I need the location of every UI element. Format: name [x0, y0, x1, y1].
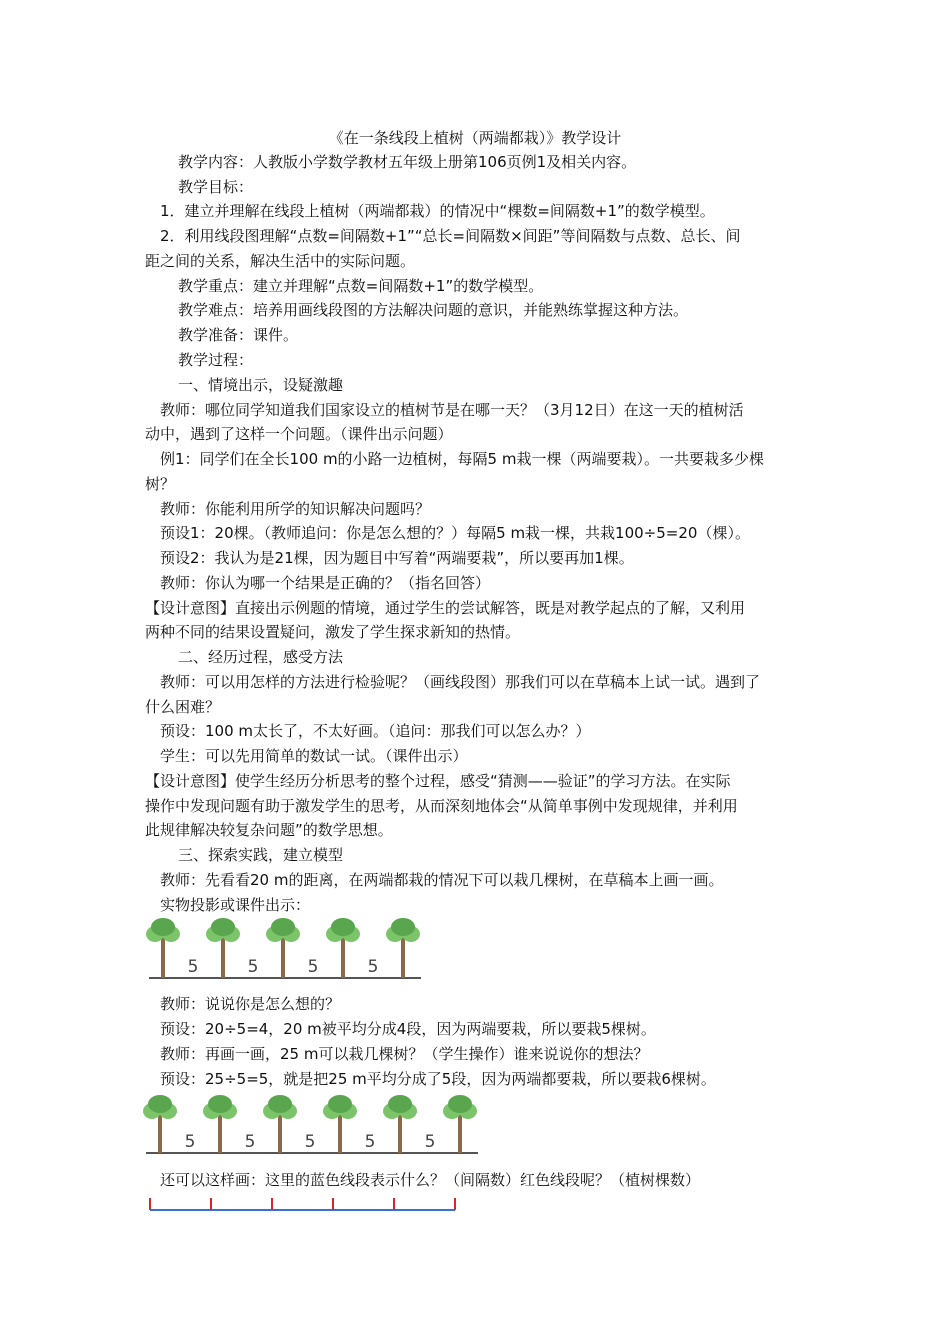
segment-diagram [144, 1196, 460, 1214]
tree-planting-figure-25m [142, 1095, 482, 1159]
tree-trunk [458, 1113, 462, 1153]
gap-label: 5 [184, 1132, 196, 1152]
gap-label: 5 [247, 957, 259, 977]
tree-icon [443, 1095, 477, 1153]
doc-line: 两种不同的结果设置疑问，激发了学生探求新知的热情。 [145, 623, 521, 641]
tree-trunk [281, 936, 285, 978]
tree-icon [386, 918, 420, 978]
tree-icon [146, 918, 180, 978]
tree-foliage [388, 1095, 412, 1113]
doc-line: 教师：再画一画，25 m可以栽几棵树？（学生操作）谁来说说你的想法？ [160, 1045, 649, 1063]
tree-icon [323, 1095, 357, 1153]
doc-line: 学生：可以先用简单的数试一试。（课件出示） [160, 747, 468, 765]
gap-label: 5 [367, 957, 379, 977]
tree-foliage [391, 918, 415, 936]
gap-label: 5 [424, 1132, 436, 1152]
gap-label: 5 [187, 957, 199, 977]
doc-line: 距之间的关系，解决生活中的实际问题。 [145, 252, 416, 270]
tree-planting-figure-20m [145, 918, 425, 984]
doc-line: 【设计意图】使学生经历分析思考的整个过程，感受“猜测——验证”的学习方法。在实际 [145, 772, 731, 790]
tree-icon [263, 1095, 297, 1153]
tree-icon [206, 918, 240, 978]
tree-icon [326, 918, 360, 978]
doc-line: 教学难点：培养用画线段图的方法解决问题的意识，并能熟练掌握这种方法。 [178, 301, 689, 319]
doc-line: 教师：哪位同学知道我们国家设立的植树节是在哪一天？（3月12日）在这一天的植树活 [160, 401, 744, 419]
tree-trunk [218, 1113, 222, 1153]
doc-line: 动中，遇到了这样一个问题。（课件出示问题） [145, 425, 453, 443]
tree-trunk [221, 936, 225, 978]
doc-line: 教学过程： [178, 351, 254, 369]
tree-foliage [328, 1095, 352, 1113]
doc-line: 教师：可以用怎样的方法进行检验呢？（画线段图）那我们可以在草稿本上试一试。遇到了 [160, 673, 761, 691]
tree-foliage [148, 1095, 172, 1113]
tree-icon [143, 1095, 177, 1153]
tree-foliage [271, 918, 295, 936]
tree-trunk [278, 1113, 282, 1153]
doc-line: 1．建立并理解在线段上植树（两端都栽）的情况中“棵数=间隔数+1”的数学模型。 [160, 202, 715, 220]
tree-trunk [158, 1113, 162, 1153]
tree-foliage [331, 918, 355, 936]
tree-icon [383, 1095, 417, 1153]
doc-title: 《在一条线段上植树（两端都栽）》教学设计 [328, 129, 622, 147]
gap-label: 5 [244, 1132, 256, 1152]
doc-line: 预设：25÷5=5，就是把25 m平均分成了5段，因为两端都要栽，所以要栽6棵树。 [160, 1070, 716, 1088]
doc-line: 教师：你认为哪一个结果是正确的？（指名回答） [160, 574, 491, 592]
doc-line: 例1：同学们在全长100 m的小路一边植树，每隔5 m栽一棵（两端要栽）。一共要栽多少棵 [160, 450, 764, 468]
doc-line: 树？ [145, 475, 176, 493]
doc-line: 什么困难？ [145, 698, 221, 716]
tree-trunk [161, 936, 165, 978]
tree-trunk [338, 1113, 342, 1153]
doc-line: 预设：20÷5=4，20 m被平均分成4段，因为两端要栽，所以要栽5棵树。 [160, 1020, 656, 1038]
doc-line: 预设2：我认为是21棵，因为题目中写着“两端要栽”，所以要再加1棵。 [160, 549, 634, 567]
doc-line: 预设1：20棵。（教师追问：你是怎么想的？）每隔5 m栽一棵，共栽100÷5=20（棵）。 [160, 524, 750, 542]
tree-icon [266, 918, 300, 978]
gap-label: 5 [307, 957, 319, 977]
doc-line: 教学重点：建立并理解“点数=间隔数+1”的数学模型。 [178, 277, 544, 295]
doc-line: 【设计意图】直接出示例题的情境，通过学生的尝试解答，既是对教学起点的了解，又利用 [145, 599, 746, 617]
tree-foliage [211, 918, 235, 936]
tree-foliage [151, 918, 175, 936]
doc-line: 操作中发现问题有助于激发学生的思考，从而深刻地体会“从简单事例中发现规律，并利用 [145, 797, 738, 815]
tree-foliage [208, 1095, 232, 1113]
doc-line: 教学目标： [178, 178, 254, 196]
doc-line: 还可以这样画：这里的蓝色线段表示什么？（间隔数）红色线段呢？（植树棵数） [160, 1171, 701, 1189]
doc-line: 教学内容：人教版小学数学教材五年级上册第106页例1及相关内容。 [178, 153, 637, 171]
tree-foliage [268, 1095, 292, 1113]
tree-trunk [341, 936, 345, 978]
doc-line: 教师：说说你是怎么想的？ [160, 995, 341, 1013]
tree-trunk [398, 1113, 402, 1153]
doc-line: 教师：先看看20 m的距离，在两端都栽的情况下可以栽几棵树，在草稿本上画一画。 [160, 871, 724, 889]
tree-icon [203, 1095, 237, 1153]
tree-foliage [448, 1095, 472, 1113]
section-heading: 一、情境出示，设疑激趣 [178, 376, 344, 394]
section-heading: 三、探索实践，建立模型 [178, 846, 344, 864]
doc-line: 预设：100 m太长了，不太好画。（追问：那我们可以怎么办？） [160, 722, 591, 740]
doc-line: 2．利用线段图理解“点数=间隔数+1”“总长=间隔数×间距”等间隔数与点数、总长、间 [160, 227, 741, 245]
tree-trunk [401, 936, 405, 978]
doc-line: 实物投影或课件出示： [160, 896, 311, 914]
doc-line: 教学准备：课件。 [178, 326, 299, 344]
gap-label: 5 [304, 1132, 316, 1152]
section-heading: 二、经历过程，感受方法 [178, 648, 344, 666]
doc-line: 教师：你能利用所学的知识解决问题吗？ [160, 500, 431, 518]
gap-label: 5 [364, 1132, 376, 1152]
doc-line: 此规律解决较复杂问题”的数学思想。 [145, 821, 393, 839]
